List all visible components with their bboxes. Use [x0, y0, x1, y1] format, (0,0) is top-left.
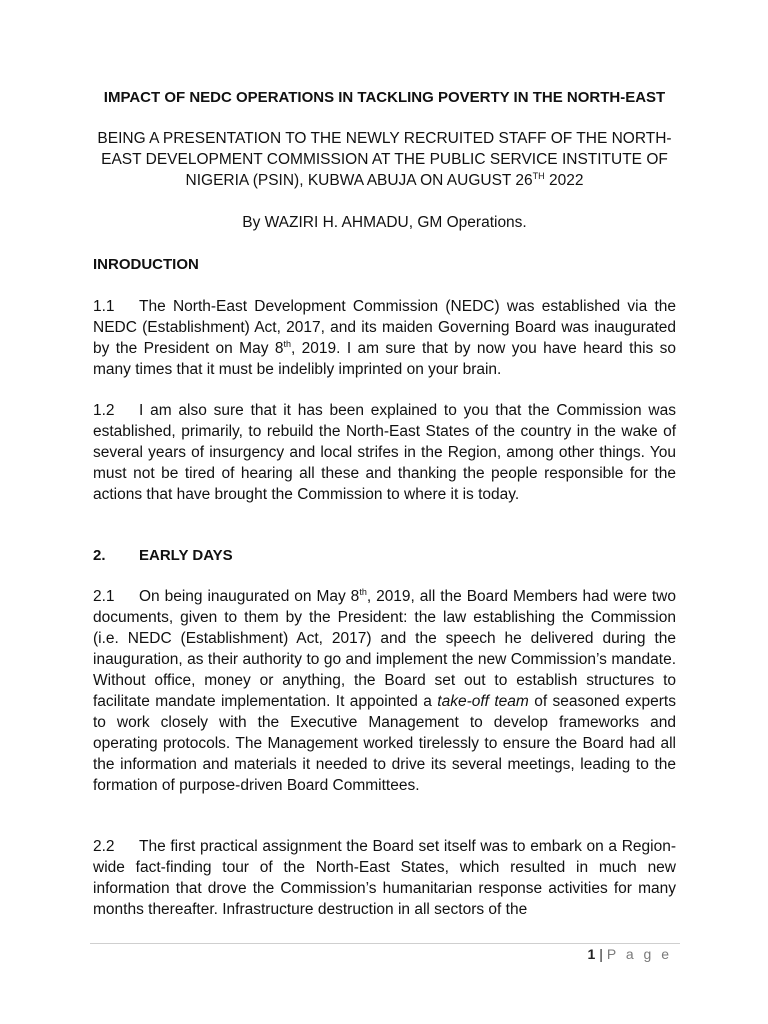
page-number: 1	[587, 946, 596, 962]
footer-separator: |	[599, 946, 603, 962]
paragraph-number: 1.2	[93, 402, 115, 419]
paragraph-2-2	[93, 836, 676, 920]
paragraph-number: 1.1	[93, 298, 115, 315]
subtitle-text: BEING A PRESENTATION TO THE NEWLY RECRUITED STAFF OF THE NORTH-EAST DEVELOPMENT COMMISSION AT THE PUBLIC SERVICE INSTITUTE OF NIGERIA (PSIN), KUBWA ABUJA ON AUGUST 26	[97, 130, 672, 189]
paragraph-text: , 2019, all the Board Members had were two documents, given to them by the President: the law establishing the Commission (i.e. NEDC (Establishment) Act, 2017) and the speech he delivered during the inauguration, as their authority to go and implement the new Commission’s mandate. Without office, money or anything, the Board set out to establish structures to facilitate mandate implementation. It appointed a	[93, 588, 677, 710]
paragraph-1-2	[93, 400, 676, 505]
paragraph-text: of seasoned experts to work closely with the Executive Management to develop frameworks and operating protocols. The Management worked tirelessly to ensure the Board had all the information and materials it needed to drive its several meetings, leading to the formation of purpose-driven Board Committees.	[93, 693, 676, 794]
superscript: th	[359, 586, 367, 597]
section-title: EARLY DAYS	[139, 547, 233, 564]
paragraph-text: I am also sure that it has been explained to you that the Commission was established, primarily, to rebuild the North-East States of the country in the wake of several years of insurgency and local strifes in the Region, among other things. You must not be tired of hearing all these and thanking the people responsible for the actions that have brought the Commission to where it is today.	[93, 402, 676, 503]
section-2-heading	[93, 545, 233, 566]
paragraph-number: 2.2	[93, 838, 115, 855]
subtitle-superscript: TH	[532, 170, 545, 181]
author-byline: By WAZIRI H. AHMADU, GM Operations.	[242, 214, 527, 231]
document-subtitle	[93, 128, 676, 191]
page-footer	[587, 944, 672, 964]
paragraph-1-1	[93, 296, 676, 380]
paragraph-text: , 2019. I am sure that by now you have heard this so many times that it must be indelibly imprinted on your brain.	[93, 340, 677, 378]
paragraph-text: On being inaugurated on May 8	[139, 588, 360, 605]
paragraph-text: The North-East Development Commission (NEDC) was established via the NEDC (Establishment) Act, 2017, and its maiden Governing Board was inaugurated by the President on May 8	[93, 298, 676, 357]
paragraph-2-1	[93, 586, 676, 796]
subtitle-year: 2022	[544, 172, 584, 189]
superscript: th	[283, 338, 291, 349]
introduction-heading: INRODUCTION	[93, 256, 199, 273]
document-title: IMPACT OF NEDC OPERATIONS IN TACKLING POVERTY IN THE NORTH-EAST	[103, 89, 666, 106]
paragraph-text: The first practical assignment the Board set itself was to embark on a Region-wide fact-finding tour of the North-East States, which resulted in much new information that drove the Commission’s humanitarian response activities for many months thereafter. Infrastructure destruction in all sectors of the	[93, 838, 676, 918]
paragraph-number: 2.1	[93, 588, 115, 605]
page-label: P a g e	[606, 946, 672, 962]
italic-term: take-off team	[437, 693, 529, 710]
section-number: 2.	[93, 547, 106, 564]
